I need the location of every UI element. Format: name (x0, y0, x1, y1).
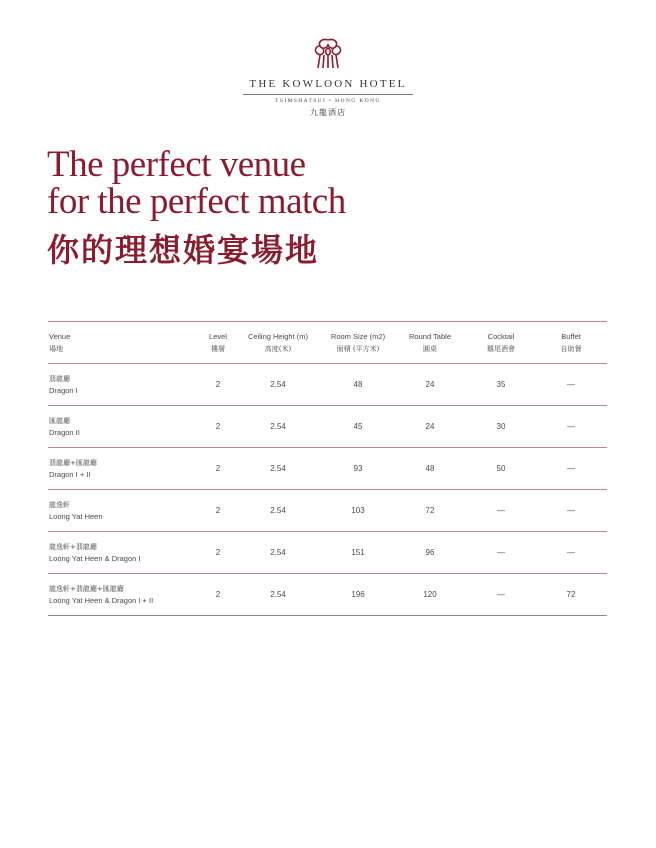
level-cell: 2 (215, 589, 221, 599)
venue-name-en: Loong Yat Heen & Dragon I (49, 553, 141, 563)
size-cell: 151 (351, 547, 365, 557)
buffet-cell: — (567, 421, 575, 431)
cocktail-cell: 35 (496, 379, 506, 389)
round-table-cell: 96 (425, 547, 435, 557)
hotel-name: THE KOWLOON HOTEL (249, 78, 407, 90)
buffet-cell: 72 (566, 589, 576, 599)
header-en: Ceiling Height (m) (247, 331, 309, 341)
table-row (48, 532, 607, 574)
venue-cell (49, 364, 199, 405)
header-cn: 圓桌 (422, 344, 437, 353)
table-row (48, 364, 607, 406)
round-table-cell: 24 (425, 379, 435, 389)
table-header-row (48, 321, 607, 364)
table-row (48, 490, 607, 532)
headline (47, 146, 346, 220)
header-cn: 樓層 (211, 344, 225, 353)
header-round-table (409, 322, 451, 363)
level-cell: 2 (215, 463, 221, 473)
ginkgo-emblem-icon (310, 36, 346, 70)
ceiling-cell: 2.54 (270, 547, 286, 557)
venue-name-en: Dragon I (49, 385, 78, 395)
level-cell: 2 (215, 547, 221, 557)
header-venue (49, 322, 199, 363)
ceiling-cell: 2.54 (270, 505, 286, 515)
size-cell: 103 (351, 505, 365, 515)
size-cell: 93 (353, 463, 363, 473)
size-cell: 45 (353, 421, 363, 431)
hotel-chinese-name: 九龍酒店 (310, 108, 346, 117)
cocktail-cell: — (497, 505, 505, 515)
cocktail-cell: — (497, 589, 505, 599)
buffet-cell: — (567, 505, 575, 515)
round-table-cell: 24 (425, 421, 435, 431)
headline-chinese: 你的理想婚宴場地 (47, 231, 320, 269)
ceiling-cell: 2.54 (270, 379, 286, 389)
size-cell: 196 (351, 589, 365, 599)
level-cell: 2 (215, 379, 221, 389)
header-en: Round Table (409, 331, 451, 341)
headline-line-1: The perfect venue (47, 144, 306, 185)
venue-cell (49, 574, 199, 615)
venue-cell (49, 448, 199, 489)
venue-name-cn: 龍逸軒+翡龍廳+匯龍廳 (49, 584, 124, 593)
level-cell: 2 (215, 505, 221, 515)
header-buffet (561, 322, 582, 363)
ceiling-cell: 2.54 (270, 463, 286, 473)
ceiling-cell: 2.54 (270, 421, 286, 431)
venue-cell (49, 406, 199, 447)
table-row (48, 574, 607, 616)
ceiling-cell: 2.54 (270, 589, 286, 599)
header-en: Venue (49, 331, 71, 341)
venue-name-cn: 翡龍廳+匯龍廳 (49, 458, 97, 467)
cocktail-cell: — (497, 547, 505, 557)
round-table-cell: 120 (423, 589, 437, 599)
venue-name-en: Dragon I + II (49, 469, 91, 479)
header-ceiling-height (248, 322, 308, 363)
venue-name-en: Loong Yat Heen & Dragon I + II (49, 595, 154, 605)
header-cn: 場地 (49, 344, 63, 353)
header-cn: 自助餐 (560, 344, 582, 353)
venue-cell (49, 532, 199, 573)
header-cn: 高度(米) (264, 344, 292, 353)
venue-name-cn: 翡龍廳 (49, 374, 70, 383)
hotel-logo (0, 36, 656, 118)
cocktail-cell: 30 (496, 421, 506, 431)
venue-name-cn: 匯龍廳 (49, 416, 70, 425)
header-level (209, 322, 227, 363)
header-en: Level (209, 331, 227, 341)
buffet-cell: — (567, 463, 575, 473)
logo-divider (243, 94, 413, 95)
venue-name-cn: 龍逸軒+翡龍廳 (49, 542, 97, 551)
size-cell: 48 (353, 379, 363, 389)
venue-name-en: Loong Yat Heen (49, 511, 103, 521)
venue-name-en: Dragon II (49, 427, 80, 437)
cocktail-cell: 50 (496, 463, 506, 473)
venue-name-cn: 龍逸軒 (49, 500, 70, 509)
header-cn: 面積 (平方米) (336, 344, 380, 353)
level-cell: 2 (215, 421, 221, 431)
header-en: Room Size (m2) (330, 331, 386, 341)
table-row (48, 448, 607, 490)
venue-table (48, 321, 607, 616)
header-cocktail (487, 322, 515, 363)
buffet-cell: — (567, 379, 575, 389)
header-room-size (331, 322, 385, 363)
table-row (48, 406, 607, 448)
venue-cell (49, 490, 199, 531)
round-table-cell: 72 (425, 505, 435, 515)
hotel-location: TSIMSHATSUI • HONG KONG (275, 98, 381, 104)
header-en: Cocktail (487, 331, 515, 341)
headline-line-2: for the perfect match (47, 181, 346, 222)
header-cn: 雞尾酒會 (487, 344, 515, 353)
header-en: Buffet (561, 331, 581, 341)
round-table-cell: 48 (425, 463, 435, 473)
buffet-cell: — (567, 547, 575, 557)
